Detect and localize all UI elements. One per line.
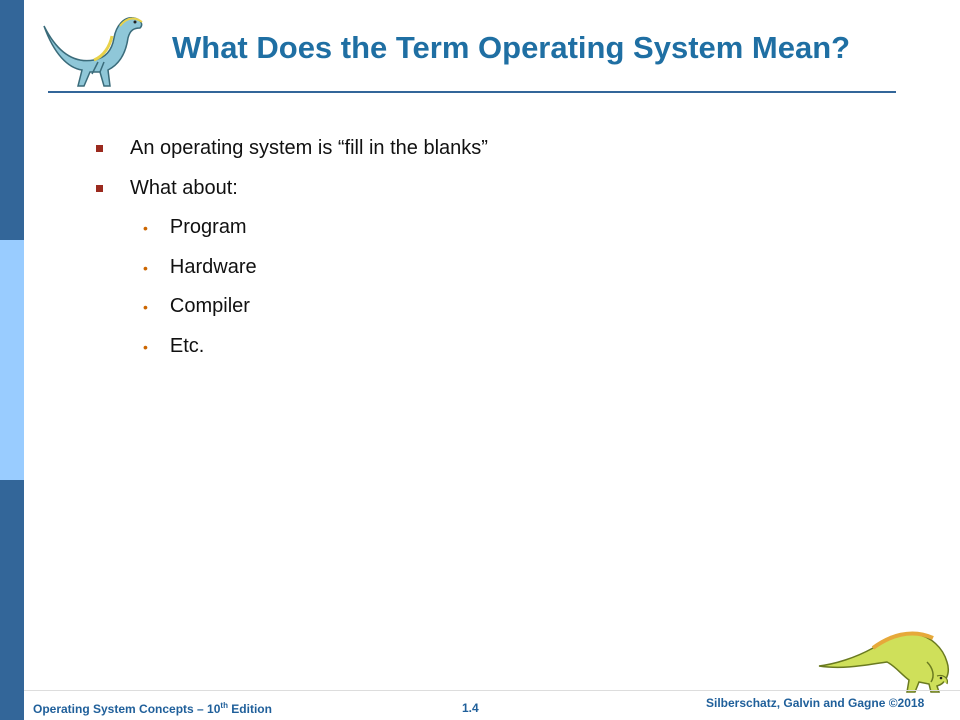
bullet-item [96, 137, 488, 160]
title-divider [48, 91, 896, 93]
sub-bullet-text: Etc. [169, 335, 205, 357]
sub-bullet-text: Compiler [169, 295, 250, 317]
footer-divider [24, 690, 960, 691]
footer-page-number: 1.4 [462, 701, 479, 715]
footer-title-suffix: Edition [227, 702, 272, 716]
footer-title-superscript: th [220, 701, 228, 710]
sub-bullet-text: Hardware [169, 256, 257, 278]
footer-book-title [33, 701, 272, 716]
dot-bullet-icon: • [143, 259, 148, 276]
sub-bullet-item [143, 335, 204, 358]
bullet-text: An operating system is “fill in the blanks” [130, 137, 488, 159]
bullet-text: What about: [130, 177, 238, 199]
dinosaur-icon [34, 6, 146, 90]
footer-copyright: Silberschatz, Galvin and Gagne ©2018 [706, 696, 925, 710]
sub-bullet-item [143, 216, 247, 239]
slide-sidebar [0, 0, 24, 720]
sub-bullet-item [143, 256, 257, 279]
footer-title-prefix: Operating System Concepts – 10 [33, 702, 221, 716]
sub-bullet-text: Program [169, 216, 247, 238]
sidebar-light-middle [0, 240, 24, 480]
slide-title: What Does the Term Operating System Mean? [172, 30, 851, 65]
dinosaur-icon [815, 618, 955, 694]
sub-bullet-item [143, 295, 250, 318]
dot-bullet-icon: • [143, 338, 148, 355]
square-bullet-icon [96, 185, 103, 192]
dot-bullet-icon: • [143, 298, 148, 315]
sidebar-dark-bottom [0, 480, 24, 720]
bullet-item [96, 177, 238, 200]
square-bullet-icon [96, 145, 103, 152]
sidebar-dark-top [0, 0, 24, 240]
dot-bullet-icon: • [143, 219, 148, 236]
